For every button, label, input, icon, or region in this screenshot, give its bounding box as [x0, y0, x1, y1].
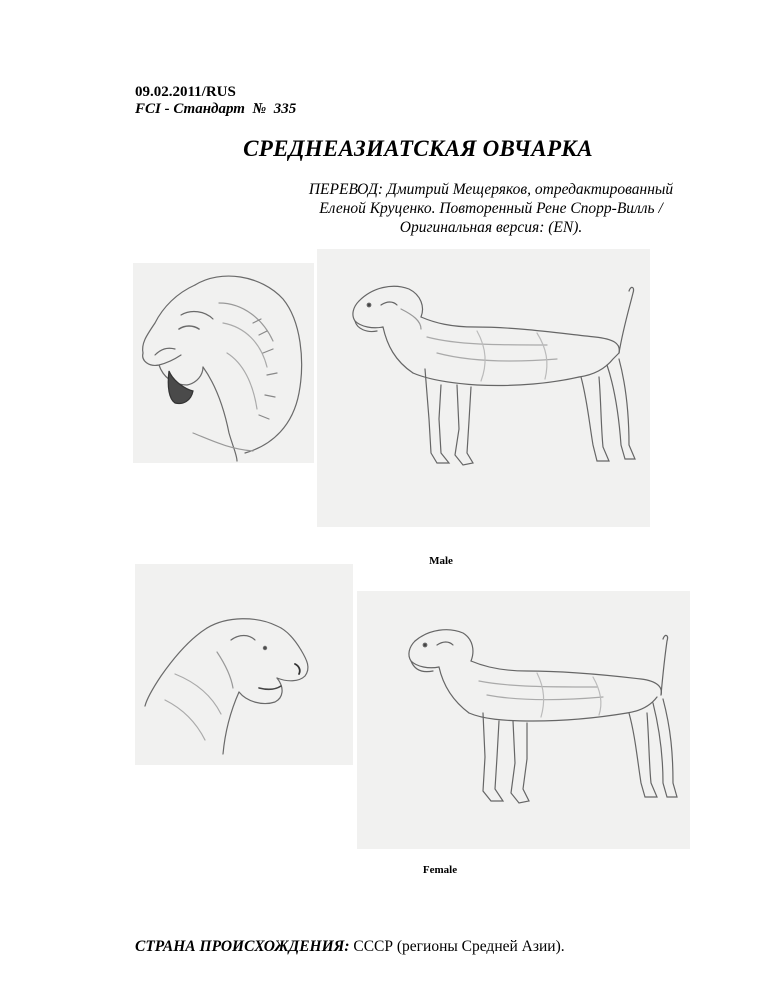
male-head-sketch [133, 263, 314, 463]
origin-label: СТРАНА ПРОИСХОЖДЕНИЯ: [135, 938, 350, 955]
translation-credits [256, 180, 726, 237]
breed-title: СРЕДНЕАЗИАТСКАЯ ОВЧАРКА [243, 136, 593, 161]
female-body-sketch [357, 591, 690, 849]
translation-line-2: Еленой Круценко. Повторенный Рене Спорр-Вилль / [319, 200, 663, 217]
female-caption: Female [422, 864, 458, 876]
country-of-origin [135, 938, 565, 956]
translation-line-1: ПЕРЕВОД: Дмитрий Мещеряков, отредактированный [308, 181, 674, 198]
fci-standard-number: FCI - Стандарт № 335 [135, 101, 297, 117]
origin-value: СССР (регионы Средней Азии). [353, 938, 565, 955]
male-caption: Male [429, 555, 453, 567]
male-body-sketch [317, 249, 650, 527]
translation-line-3: Оригинальная версия: (EN). [399, 219, 583, 236]
document-date-code: 09.02.2011/RUS [135, 84, 236, 100]
female-head-sketch [135, 564, 353, 765]
